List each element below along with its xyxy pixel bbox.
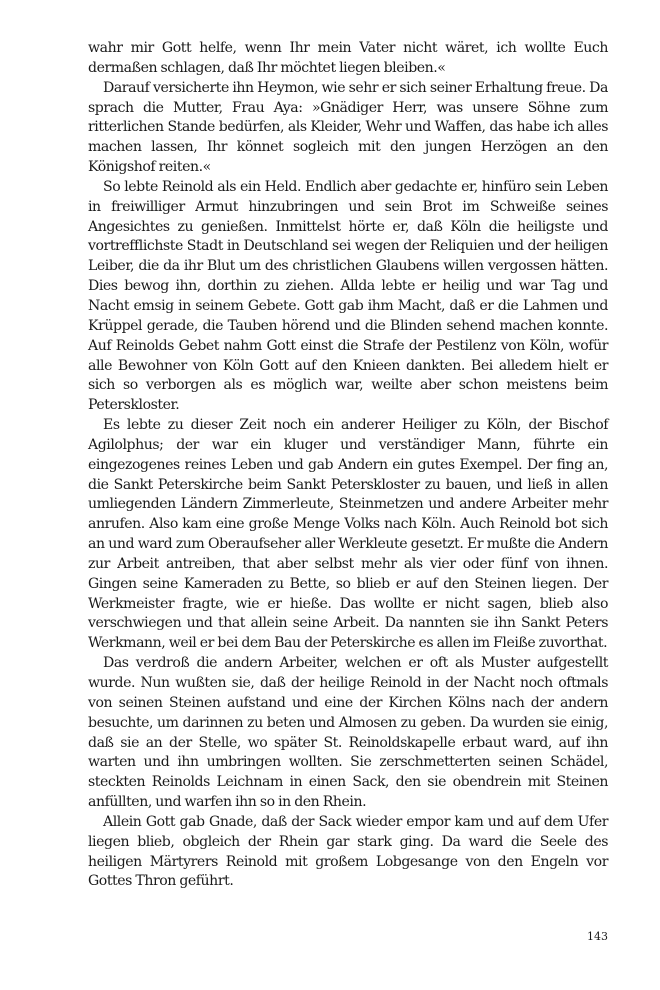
- paragraph: wahr mir Gott helfe, wenn Ihr mein Vater nicht wäret, ich wollte Euch dermaßen schlagen, daß Ihr möchtet liegen bleiben.«: [88, 40, 608, 76]
- paragraph: Allein Gott gab Gnade, daß der Sack wieder empor kam und auf dem Ufer liegen blieb, obgleich der Rhein gar stark ging. Da ward die Seele des heiligen Märtyrers Reinold mit großem Lobgesange von den Engeln vor Gottes Thron geführt.: [88, 813, 608, 890]
- paragraph: So lebte Reinold als ein Held. Endlich aber gedachte er, hinfüro sein Leben in freiwilliger Armut hinzubringen und sein Brot im Schweiße seines Angesichtes zu genießen. Inmittelst hörte er, daß Köln die heiligste und vortrefflichste Stadt in Deutschland sei wegen der Reliquien und der heiligen Leiber, die da ihr Blut um des christlichen Glaubens willen vergossen hätten. Dies bewog ihn, dorthin zu ziehen. Allda lebte er heilig und war Tag und Nacht emsig in seinem Gebete. Gott gab ihm Macht, daß er die Lahmen und Krüppel gerade, die Tauben hörend und die Blinden sehend machen konnte. Auf Reinolds Gebet nahm Gott einst die Strafe der Pestilenz von Köln, wofür alle Bewohner von Köln Gott auf den Knieen dankten. Bei alledem hielt er sich so verborgen als es möglich war, weilte aber schon meistens beim Peterskloster.: [88, 178, 608, 414]
- paragraph: Es lebte zu dieser Zeit noch ein anderer Heiliger zu Köln, der Bischof Agilolphus; der war ein kluger und verständiger Mann, führte ein eingezogenes reines Leben und gab Andern ein gutes Exempel. Der fing an, die Sankt Peterskirche beim Sankt Peterskloster zu bauen, und ließ in allen umliegenden Ländern Zimmerleute, Steinmetzen und andere Arbeiter mehr anrufen. Also kam eine große Menge Volks nach Köln. Auch Reinold bot sich an und ward zum Oberaufseher aller Werkleute gesetzt. Er mußte die Andern zur Arbeit antreiben, that aber selbst mehr als vier oder fünf von ihnen. Gingen seine Kameraden zu Bette, so blieb er auf den Steinen liegen. Der Werkmeister fragte, wie er hieße. Das wollte er nicht sagen, blieb also verschwiegen und that allein seine Arbeit. Da nannten sie ihn Sankt Peters Werkmann, weil er bei dem Bau der Peterskirche es allen im Fleiße zuvorthat.: [88, 417, 608, 652]
- page-body: [88, 39, 608, 892]
- paragraph: Darauf versicherte ihn Heymon, wie sehr er sich seiner Erhaltung freue. Da sprach die Mutter, Frau Aya: »Gnädiger Herr, was unsere Söhne zum ritterlichen Stande bedürfen, als Kleider, Wehr und Waffen, das habe ich alles machen lassen, Ihr könnet sogleich mit den jungen Herzögen an den Königshof reiten.«: [88, 79, 608, 176]
- paragraph: Das verdroß die andern Arbeiter, welchen er oft als Muster aufgestellt wurde. Nun wußten sie, daß der heilige Reinold in der Nacht noch oftmals von seinen Steinen aufstand und eine der Kirchen Kölns nach der andern besuchte, um darinnen zu beten und Almosen zu geben. Da wurden sie einig, daß sie an der Stelle, wo später St. Reinoldskapelle erbaut ward, auf ihn warten und ihn umbringen wollten. Sie zerschmetterten seinen Schädel, steckten Reinolds Leichnam in einen Sack, den sie obendrein mit Steinen anfüllten, und warfen ihn so in den Rhein.: [88, 655, 608, 811]
- page-number: 143: [587, 930, 608, 943]
